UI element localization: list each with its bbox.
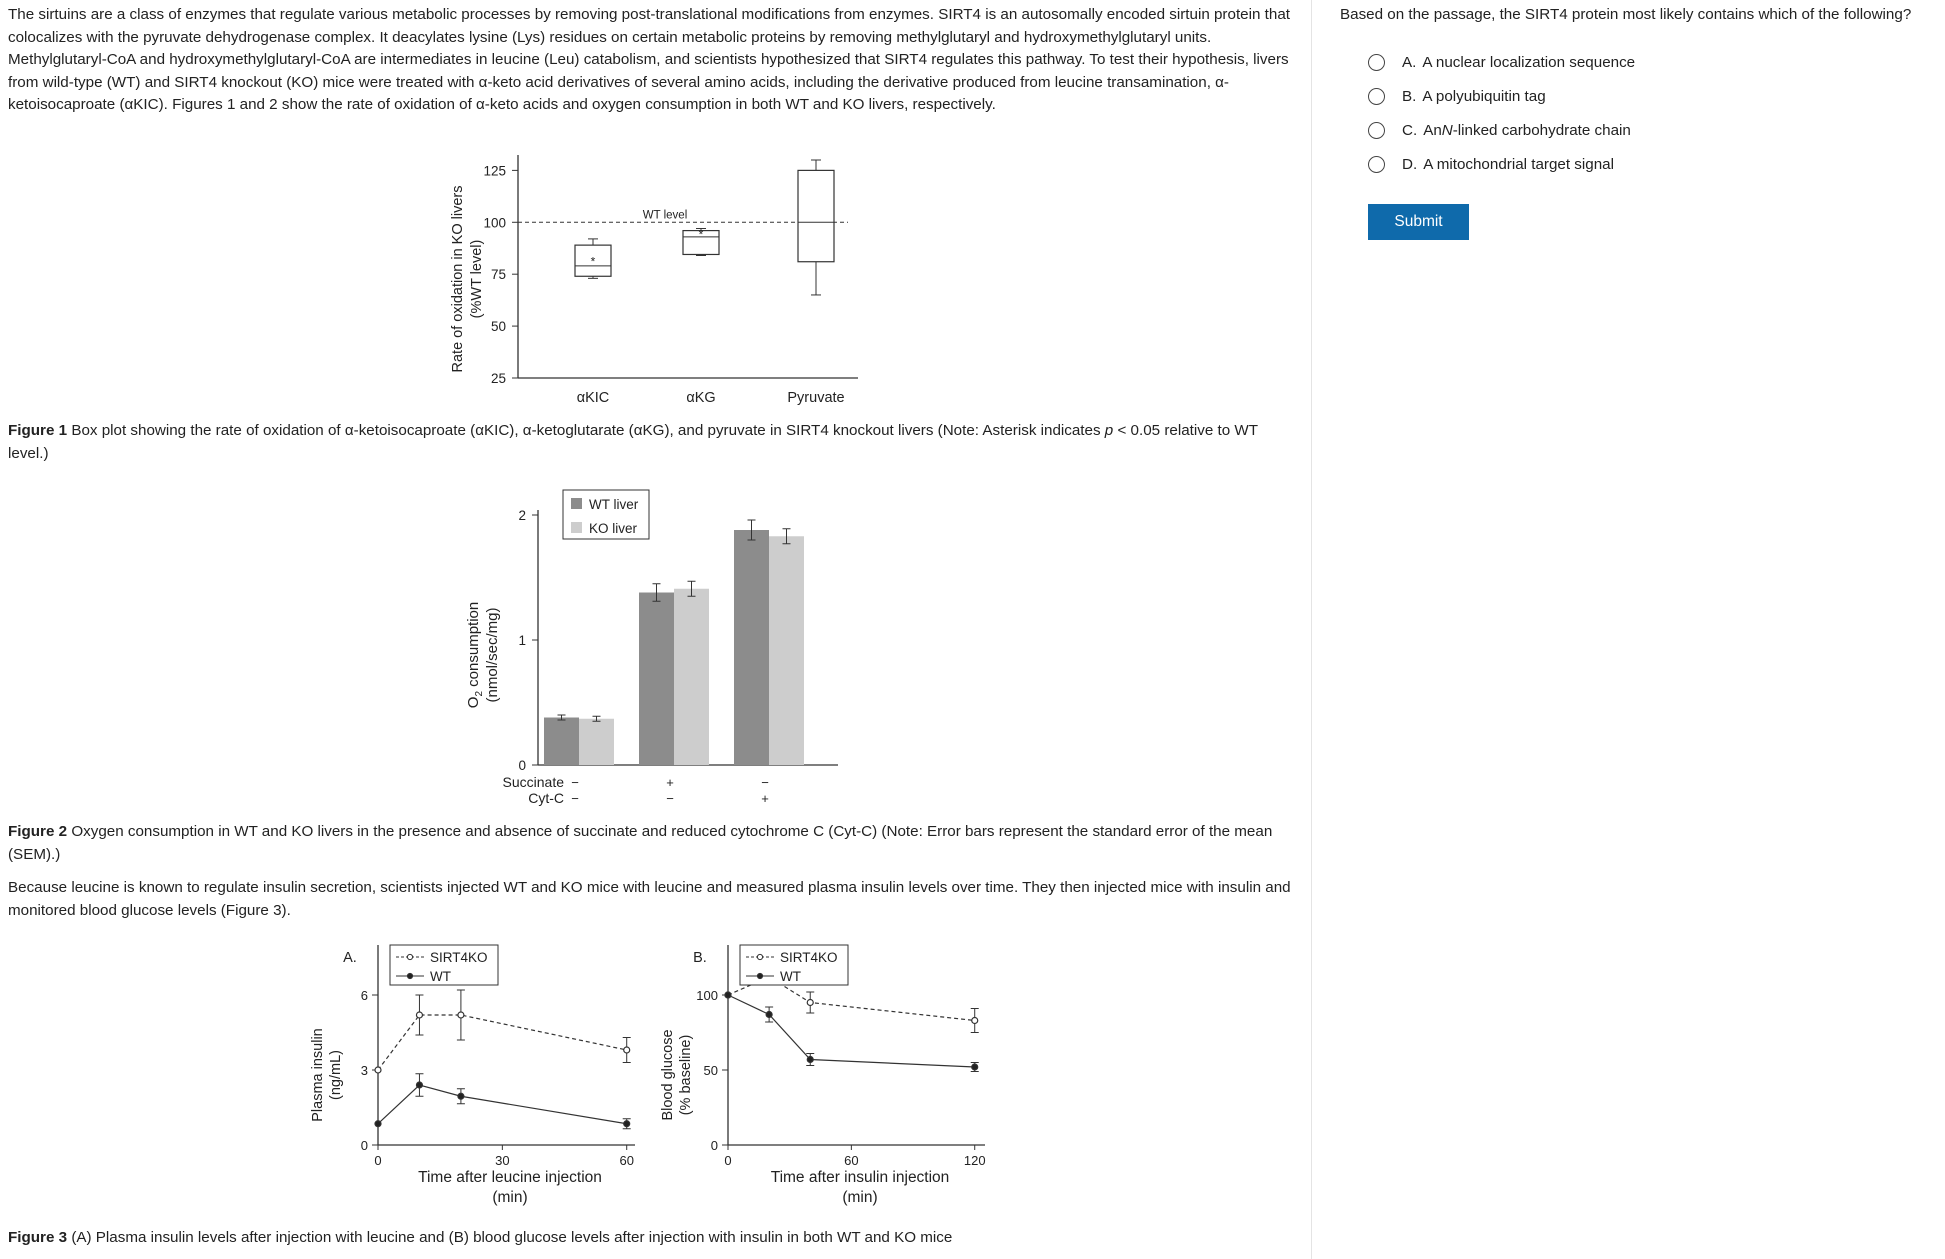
data-point	[458, 1093, 464, 1099]
data-point	[807, 1000, 813, 1006]
x-tick-label: 0	[724, 1153, 732, 1168]
legend-label: WT	[430, 969, 451, 984]
data-point	[972, 1064, 978, 1070]
y-axis-label: $O_2$ consumption (nmol/sec/mg)	[465, 601, 501, 709]
y-axis-label: Plasma insulin (ng/mL)	[310, 1028, 344, 1122]
legend-label: SIRT4KO	[430, 950, 488, 965]
condition-sign: −	[761, 775, 769, 790]
option-c[interactable]: C. An N -linked carbohydrate chain	[1368, 117, 1631, 143]
legend-label: WT liver	[589, 497, 639, 512]
data-point	[416, 1082, 422, 1088]
series-line	[378, 1085, 627, 1124]
y-tick-label: 0	[360, 1138, 368, 1153]
passage-panel	[8, 0, 1308, 1259]
option-b[interactable]: B. A polyubiquitin tag	[1368, 83, 1546, 109]
figure-1-label: Figure 1	[8, 422, 68, 439]
data-point	[725, 992, 731, 998]
condition-sign: +	[666, 775, 674, 790]
y-axis-label: Rate of oxidation in KO livers (%WT level)	[450, 185, 485, 373]
legend-marker	[757, 954, 762, 959]
x-category-label: Pyruvate	[787, 390, 845, 406]
data-point	[416, 1012, 422, 1018]
option-d[interactable]: D. A mitochondrial target signal	[1368, 151, 1614, 177]
legend-marker	[407, 954, 412, 959]
data-point	[375, 1121, 381, 1127]
question-stem: Based on the passage, the SIRT4 protein most likely contains which of the following?	[1340, 6, 1912, 23]
series-line	[728, 995, 975, 1067]
significance-asterisk: *	[698, 227, 704, 242]
data-point	[624, 1121, 630, 1127]
condition-sign: −	[666, 791, 674, 806]
legend-label: WT	[780, 969, 801, 984]
x-axis-label-unit: (min)	[492, 1189, 528, 1206]
figure-3a-insulin-chart	[300, 940, 670, 1220]
option-a[interactable]: A. A nuclear localization sequence	[1368, 49, 1635, 75]
figure-2-label: Figure 2	[8, 823, 68, 840]
legend-label: KO liver	[589, 521, 638, 536]
reference-line-label: WT level	[642, 209, 688, 222]
y-tick-label: 6	[360, 988, 368, 1003]
figure-1-caption: Figure 1 Box plot showing the rate of oxidation of α-ketoisocaproate (αKIC), α-ketoglutarate (αKG), and pyruvate in SIRT4 knockout livers (Note: Asterisk indicates p < 0.05 relative to WT level.)	[8, 422, 1258, 462]
x-axis-label: Time after insulin injection	[770, 1169, 950, 1186]
panel-divider	[1311, 0, 1312, 1259]
bar	[734, 530, 769, 765]
y-tick-label: 0	[710, 1138, 718, 1153]
bar	[639, 593, 674, 766]
figure-2-caption: Figure 2 Oxygen consumption in WT and KO livers in the presence and absence of succinate and reduced cytochrome C (Cyt-C) (Note: Error bars represent the standard error of the mean (SEM).)	[8, 823, 1273, 863]
y-tick-label: 3	[360, 1063, 368, 1078]
x-tick-label: 60	[844, 1153, 859, 1168]
x-axis-label-unit: (min)	[842, 1189, 878, 1206]
condition-sign: −	[571, 775, 579, 790]
data-point	[458, 1012, 464, 1018]
radio-b[interactable]	[1368, 88, 1385, 105]
legend-label: SIRT4KO	[780, 950, 838, 965]
y-tick-label: 1	[518, 633, 526, 648]
figure-3-label: Figure 3	[8, 1229, 68, 1246]
y-axis-label: Blood glucose (% baseline)	[660, 1029, 694, 1121]
data-point	[807, 1057, 813, 1063]
data-point	[766, 1012, 772, 1018]
y-tick-label: 2	[518, 508, 526, 523]
y-tick-label: 75	[490, 267, 506, 283]
x-axis-label: Time after leucine injection	[418, 1169, 602, 1186]
legend-swatch	[571, 498, 582, 509]
bar	[579, 719, 614, 765]
bar	[674, 589, 709, 765]
figure-1-box-plot	[428, 150, 878, 412]
panel-label: A.	[343, 950, 357, 966]
x-tick-label: 120	[963, 1153, 986, 1168]
significance-asterisk: *	[590, 254, 596, 269]
data-point	[972, 1018, 978, 1024]
y-tick-label: 50	[703, 1063, 718, 1078]
panel-label: B.	[693, 950, 707, 966]
box	[798, 170, 834, 261]
passage-intro: The sirtuins are a class of enzymes that regulate various metabolic processes by removing post-translational modifications from enzymes. SIRT4 is an autosomally encoded sirtuin protein that colocalizes with the pyruvate dehydrogenase complex. It deacylates lysine (Lys) residues on certain metabolic proteins by removing methylglutaryl and hydroxymethylglutaryl units. Methylglutaryl-CoA and hydroxymethylglutaryl-CoA are intermediates in leucine (Leu) catabolism, and scientists hypothesized that SIRT4 regulates this pathway. To test their hypothesis, livers from wild-type (WT) and SIRT4 knockout (KO) mice were treated with α-keto acid derivatives of several amino acids, including the derivative produced from leucine transamination, α-ketoisocaproate (αKIC). Figures 1 and 2 show the rate of oxidation of α-keto acids and oxygen consumption in both WT and KO livers, respectively.	[8, 6, 1290, 114]
y-tick-label: 25	[490, 371, 506, 386]
x-tick-label: 0	[374, 1153, 382, 1168]
data-point	[624, 1047, 630, 1053]
condition-sign: +	[761, 791, 769, 806]
data-point	[375, 1067, 381, 1073]
figure-3b-glucose-chart	[650, 940, 1020, 1220]
x-tick-label: 30	[495, 1153, 510, 1168]
legend-swatch	[571, 522, 582, 533]
figure-3-caption: Figure 3 (A) Plasma insulin levels after injection with leucine and (B) blood glucose levels after injection with insulin in both WT and KO mice	[8, 1229, 953, 1246]
legend-marker	[757, 973, 762, 978]
y-tick-label: 125	[483, 163, 506, 179]
submit-button[interactable]: Submit	[1368, 204, 1469, 240]
y-tick-label: 50	[490, 319, 506, 335]
legend-marker	[407, 973, 412, 978]
radio-a[interactable]	[1368, 54, 1385, 71]
bar	[544, 718, 579, 766]
radio-c[interactable]	[1368, 122, 1385, 139]
condition-sign: −	[571, 791, 579, 806]
passage-para-2: Because leucine is known to regulate insulin secretion, scientists injected WT and KO mice with leucine and measured plasma insulin levels over time. They then injected mice with insulin and monitored blood glucose levels (Figure 3).	[8, 879, 1291, 919]
condition-label: Cyt-C	[528, 790, 564, 806]
figure-2-bar-chart	[438, 480, 858, 820]
condition-label: Succinate	[502, 774, 564, 790]
y-tick-label: 100	[483, 215, 506, 231]
series-line	[378, 1015, 627, 1070]
radio-d[interactable]	[1368, 156, 1385, 173]
bar	[769, 536, 804, 765]
y-tick-label: 0	[518, 758, 526, 773]
x-category-label: αKIC	[576, 390, 610, 406]
y-tick-label: 100	[696, 988, 718, 1003]
x-tick-label: 60	[619, 1153, 634, 1168]
x-category-label: αKG	[686, 390, 716, 406]
